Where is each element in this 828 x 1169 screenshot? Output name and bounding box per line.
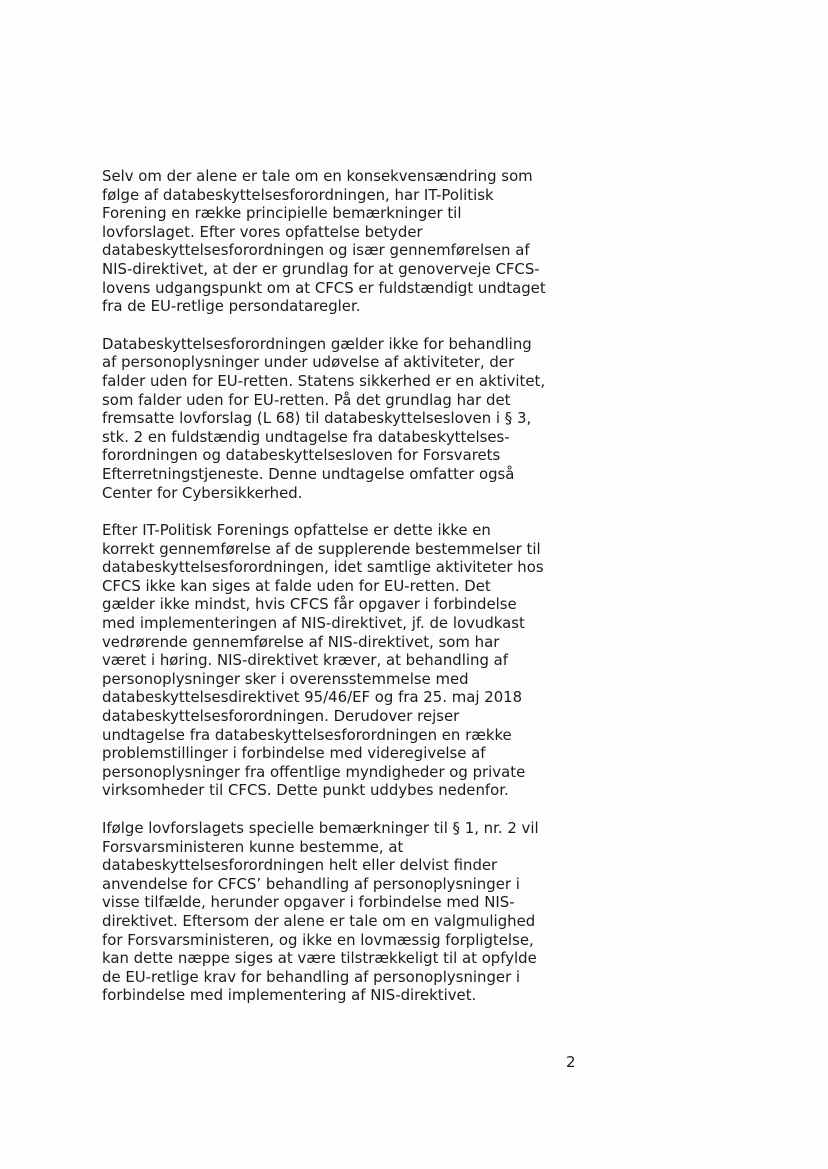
text-line: de EU-retlige krav for behandling af personoplysninger i bbox=[102, 967, 521, 986]
text-line: Selv om der alene er tale om en konsekvensændring som bbox=[102, 167, 533, 185]
text-line: fra de EU-retlige persondataregler. bbox=[102, 297, 361, 316]
text-line: Center for Cybersikkerhed. bbox=[102, 483, 303, 502]
text-line: databeskyttelsesdirektivet 95/46/EF og fra 25. maj 2018 bbox=[102, 688, 523, 707]
paragraph-1 bbox=[102, 167, 602, 316]
text-line: været i høring. NIS-direktivet kræver, at behandling af bbox=[102, 651, 508, 670]
text-line: falder uden for EU-retten. Statens sikkerhed er en aktivitet, bbox=[102, 371, 546, 390]
text-line: databeskyttelsesforordningen helt eller delvist finder bbox=[102, 856, 498, 875]
paragraph-2 bbox=[102, 335, 602, 502]
text-line: fremsatte lovforslag (L 68) til databeskyttelsesloven i § 3, bbox=[102, 409, 532, 428]
text-line: med implementeringen af NIS-direktivet, jf. de lovudkast bbox=[102, 614, 525, 633]
document-body bbox=[102, 167, 602, 1024]
text-line: af personoplysninger under udøvelse af aktiviteter, der bbox=[102, 353, 515, 372]
text-line: personoplysninger sker i overensstemmelse med bbox=[102, 669, 469, 688]
text-line: Ifølge lovforslagets specielle bemærkninger til § 1, nr. 2 vil bbox=[102, 819, 539, 837]
text-line: som falder uden for EU-retten. På det grundlag har det bbox=[102, 390, 511, 409]
text-line: følge af databeskyttelsesforordningen, har IT-Politisk bbox=[102, 185, 494, 204]
text-line: korrekt gennemførelse af de supplerende bestemmelser til bbox=[102, 539, 541, 558]
paragraph-3 bbox=[102, 521, 602, 800]
text-line: Forsvarsministeren kunne bestemme, at bbox=[102, 837, 404, 856]
page-number: 2 bbox=[566, 1053, 576, 1071]
text-line: vedrørende gennemførelse af NIS-direktivet, som har bbox=[102, 632, 500, 651]
text-line: direktivet. Eftersom der alene er tale om en valgmulighed bbox=[102, 911, 536, 930]
text-line: Efter IT-Politisk Forenings opfattelse er dette ikke en bbox=[102, 521, 491, 540]
text-line: NIS-direktivet, at der er grundlag for at genoverveje CFCS- bbox=[102, 259, 540, 278]
text-line: gælder ikke mindst, hvis CFCS får opgaver i forbindelse bbox=[102, 595, 517, 614]
text-line: kan dette næppe siges at være tilstrækkeligt til at opfylde bbox=[102, 949, 537, 968]
text-line: CFCS ikke kan siges at falde uden for EU-retten. Det bbox=[102, 576, 491, 595]
text-line: databeskyttelsesforordningen og især gennemførelsen af bbox=[102, 241, 530, 260]
text-line: lovforslaget. Efter vores opfattelse betyder bbox=[102, 222, 423, 241]
text-line: Efterretningstjeneste. Denne undtagelse omfatter også bbox=[102, 464, 515, 483]
text-line: lovens udgangspunkt om at CFCS er fuldstændigt undtaget bbox=[102, 278, 546, 297]
text-line: databeskyttelsesforordningen. Derudover rejser bbox=[102, 707, 460, 726]
text-line: visse tilfælde, herunder opgaver i forbindelse med NIS- bbox=[102, 893, 515, 912]
text-line: Databeskyttelsesforordningen gælder ikke for behandling bbox=[102, 334, 532, 353]
text-line: databeskyttelsesforordningen, idet samtlige aktiviteter hos bbox=[102, 558, 544, 577]
text-line: stk. 2 en fuldstændig undtagelse fra databeskyttelses- bbox=[102, 427, 510, 446]
text-line: Forening en række principielle bemærkninger til bbox=[102, 204, 462, 223]
text-line: forordningen og databeskyttelsesloven for Forsvarets bbox=[102, 446, 501, 465]
text-line: virksomheder til CFCS. Dette punkt uddybes nedenfor. bbox=[102, 781, 509, 800]
paragraph-4 bbox=[102, 819, 602, 1005]
text-line: personoplysninger fra offentlige myndigheder og private bbox=[102, 762, 526, 781]
text-line: for Forsvarsministeren, og ikke en lovmæssig forpligtelse, bbox=[102, 930, 534, 949]
text-line: forbindelse med implementering af NIS-direktivet. bbox=[102, 986, 477, 1005]
text-line: anvendelse for CFCS’ behandling af personoplysninger i bbox=[102, 874, 520, 893]
text-line: problemstillinger i forbindelse med videregivelse af bbox=[102, 744, 486, 763]
text-line: undtagelse fra databeskyttelsesforordningen en række bbox=[102, 725, 512, 744]
